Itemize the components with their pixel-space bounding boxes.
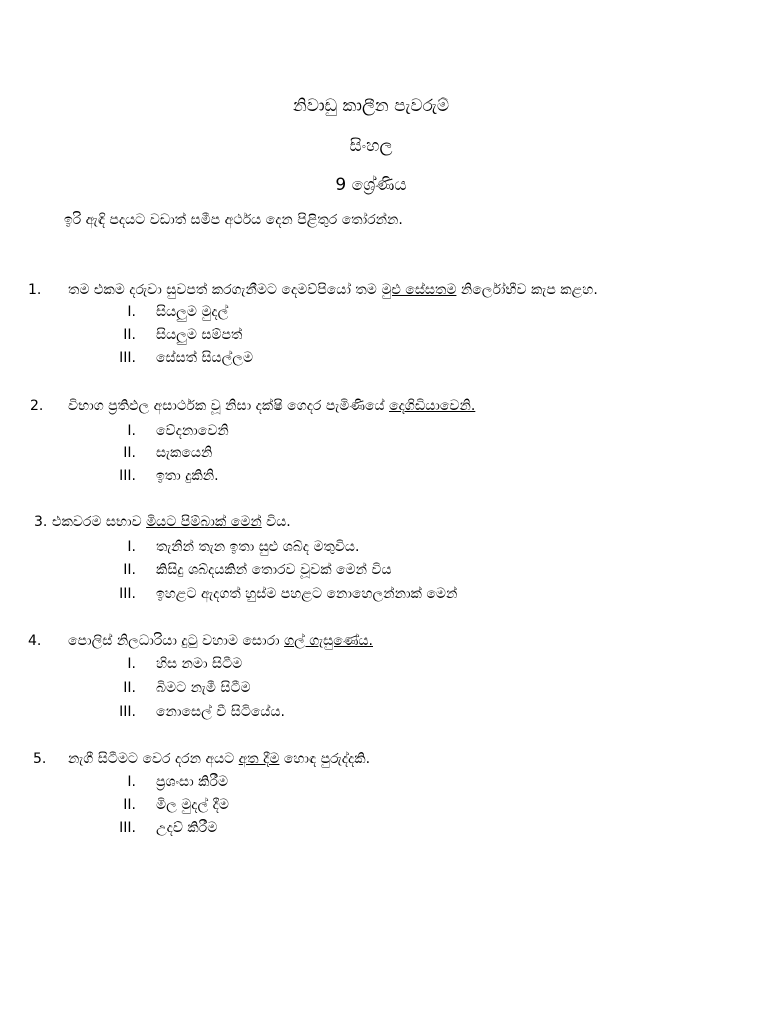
option-label: I. (127, 423, 136, 439)
option-text: බිමට නැමී සිටීම (156, 680, 251, 696)
option-label: III. (119, 468, 136, 484)
underlined-phrase: ගල් ගැසුණේය. (284, 633, 373, 649)
option-text: වේදනාවෙනි (156, 423, 229, 439)
option-text: ඉතා දුකිනි. (156, 468, 219, 484)
option-label: I. (127, 539, 136, 555)
option-text: කිසිදු ශබ්දයකින් තොරව වූවක් මෙන් විය (156, 562, 392, 578)
question-text-before: නැගී සිටීමට වෙර දරන අයට (68, 751, 239, 767)
option-text: නොසෙල් වී සිටියේය. (156, 704, 286, 720)
document-title: නිවාඩු කාලීන පැවරුම් (292, 96, 450, 116)
question-text-before: එකවරම සභාව (52, 514, 147, 530)
option-text: සැකයෙනි (156, 445, 213, 461)
option-label: II. (123, 797, 136, 813)
subject-heading: සිංහල (349, 136, 393, 156)
question-number: 2. (30, 398, 44, 414)
option-label: II. (123, 445, 136, 461)
option-iii[interactable] (0, 350, 768, 374)
underlined-phrase: අත දීම (238, 751, 280, 767)
option-label: II. (123, 562, 136, 578)
question-number: 5. (33, 751, 47, 767)
option-label: III. (119, 820, 136, 836)
option-i[interactable] (0, 656, 768, 680)
question-text-after: හොඳ පුරුද්දකි. (279, 751, 371, 767)
option-iii[interactable] (0, 704, 768, 728)
option-i[interactable] (0, 774, 768, 798)
option-label: III. (119, 704, 136, 720)
question-text (68, 282, 598, 298)
question-text-after: විය. (261, 514, 291, 530)
underlined-phrase: මියට පිම්බාක් මෙන් (146, 514, 262, 530)
question-text-after: නිර්ලෝභීව කැප කළහ. (456, 282, 598, 298)
option-text: සියලුම මුදල් (156, 304, 229, 320)
question-text (68, 633, 373, 649)
option-iii[interactable] (0, 820, 768, 844)
question-number: 1. (28, 282, 42, 298)
option-text: සේසත් සියල්ලම (156, 350, 254, 366)
option-ii[interactable] (0, 327, 768, 351)
underlined-phrase: මුළු සේසතම (381, 282, 457, 298)
option-text: ඉහළට ඇදගත් හුස්ම පහළට නොහෙලන්නාක් මෙන් (156, 586, 458, 602)
question-text-before: විභාග ප්‍රතිඵල අසාර්ථක වූ නිසා දක්ෂි ගෙදර පැමිණියේ (68, 398, 390, 414)
option-text: හිස නමා සිටීම (156, 656, 243, 672)
option-text: උදව් කිරීම (156, 820, 218, 836)
option-ii[interactable] (0, 562, 768, 586)
option-ii[interactable] (0, 445, 768, 469)
option-iii[interactable] (0, 586, 768, 610)
grade-heading: 9 ශ්‍රේණිය (335, 175, 407, 195)
option-label: I. (127, 774, 136, 790)
option-label: III. (119, 586, 136, 602)
underlined-phrase: දෙගිඩියාවෙනි. (389, 398, 476, 414)
option-label: III. (119, 350, 136, 366)
option-text: මිල මුදල් දීම (156, 797, 229, 813)
instruction-text: ඉරි ඇඳි පදයට වඩාත් සමීප අර්ථය දෙන පිළිතුර තෝරන්න. (64, 212, 403, 228)
question-text (68, 751, 370, 767)
option-i[interactable] (0, 539, 768, 563)
option-i[interactable] (0, 423, 768, 447)
question-text-before: පොලිස් නිලධාරියා දුටු වහාම සොරා (68, 633, 285, 649)
option-i[interactable] (0, 304, 768, 328)
question-number: 3. (34, 514, 48, 530)
option-label: I. (127, 656, 136, 672)
question-text (68, 398, 475, 414)
option-iii[interactable] (0, 468, 768, 492)
option-label: II. (123, 327, 136, 343)
option-text: සියලුම සම්පත් (156, 327, 243, 343)
question-text (52, 514, 291, 530)
option-label: I. (127, 304, 136, 320)
question-text-before: තම එකම දරුවා සුවපත් කරගැනීමට දෙමව්පියෝ තම (68, 282, 382, 298)
option-text: තැනින් තැන ඉතා සුළු ශබ්ද මතුවිය. (156, 539, 360, 555)
option-text: ප්‍රශංසා කිරීම (156, 774, 229, 790)
option-ii[interactable] (0, 680, 768, 704)
question-number: 4. (28, 633, 42, 649)
option-ii[interactable] (0, 797, 768, 821)
option-label: II. (123, 680, 136, 696)
